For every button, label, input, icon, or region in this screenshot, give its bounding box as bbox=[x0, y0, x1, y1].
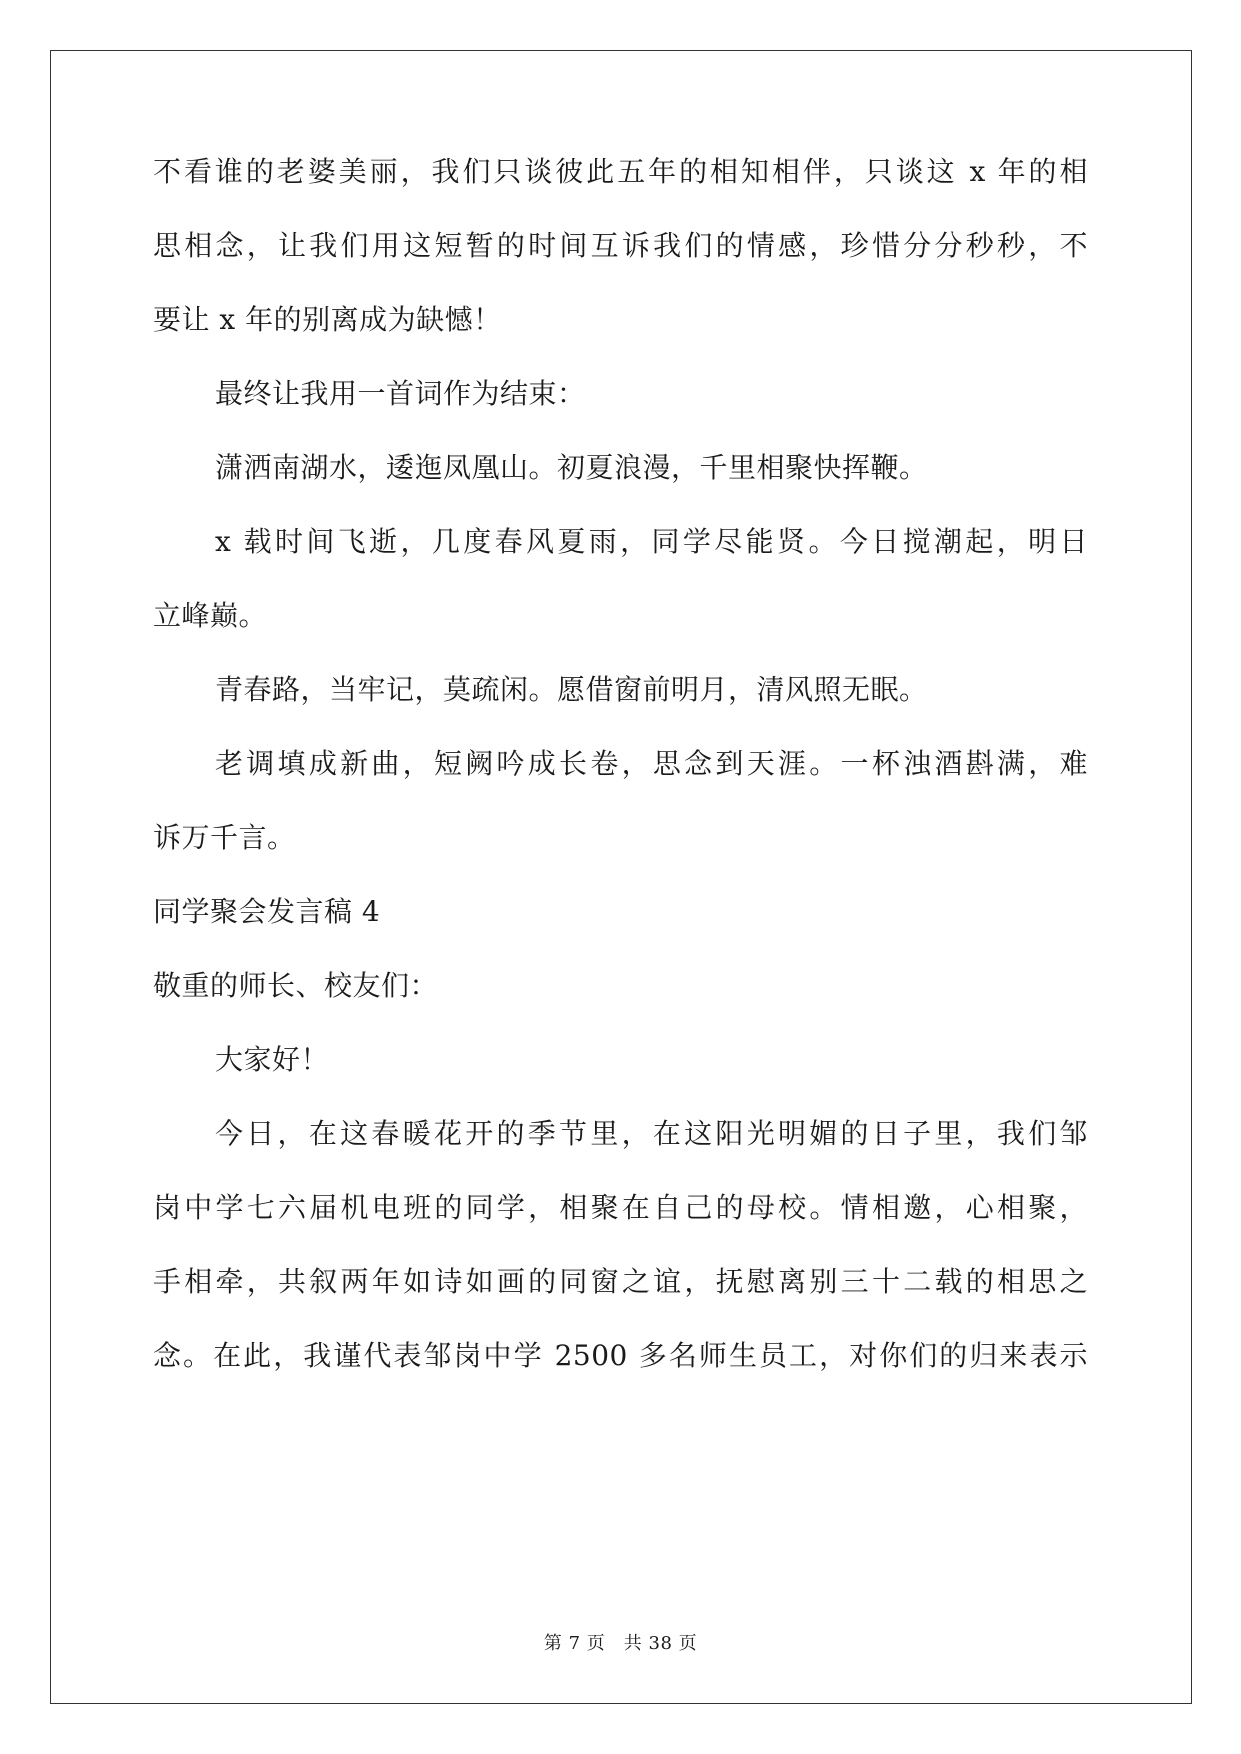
text-line: 老调填成新曲，短阙吟成长卷，思念到天涯。一杯浊酒斟满，难 bbox=[215, 747, 1088, 780]
text-line: x 载时间飞逝，几度春风夏雨，同学尽能贤。今日搅潮起，明日 bbox=[215, 525, 1088, 558]
text-line: 手相牵，共叙两年如诗如画的同窗之谊，抚慰离别三十二载的相思之 bbox=[153, 1265, 1088, 1298]
salutation: 敬重的师长、校友们： bbox=[153, 969, 439, 1002]
text-line: 岗中学七六届机电班的同学，相聚在自己的母校。情相邀，心相聚， bbox=[153, 1191, 1088, 1224]
section-heading: 同学聚会发言稿 4 bbox=[153, 895, 381, 928]
page-number-footer: 第 7 页 共 38 页 bbox=[543, 1633, 698, 1654]
text-line: 要让 x 年的别离成为缺憾！ bbox=[153, 303, 502, 336]
text-line: 不看谁的老婆美丽，我们只谈彼此五年的相知相伴，只谈这 x 年的相 bbox=[153, 155, 1088, 188]
text-line: 诉万千言。 bbox=[153, 821, 296, 854]
text-line: 思相念，让我们用这短暂的时间互诉我们的情感，珍惜分分秒秒，不 bbox=[153, 229, 1088, 262]
text-line: 今日，在这春暖花开的季节里，在这阳光明媚的日子里，我们邹 bbox=[215, 1117, 1088, 1150]
greeting: 大家好！ bbox=[215, 1043, 330, 1076]
text-line: 最终让我用一首词作为结束： bbox=[215, 377, 586, 410]
text-line: 立峰巅。 bbox=[153, 599, 268, 632]
page-border bbox=[50, 50, 1192, 1704]
text-line: 青春路，当牢记，莫疏闲。愿借窗前明月，清风照无眠。 bbox=[215, 673, 928, 706]
text-line: 念。在此，我谨代表邹岗中学 2500 多名师生员工，对你们的归来表示 bbox=[153, 1339, 1088, 1372]
text-line: 潇洒南湖水，逶迤凤凰山。初夏浪漫，千里相聚快挥鞭。 bbox=[215, 451, 928, 484]
